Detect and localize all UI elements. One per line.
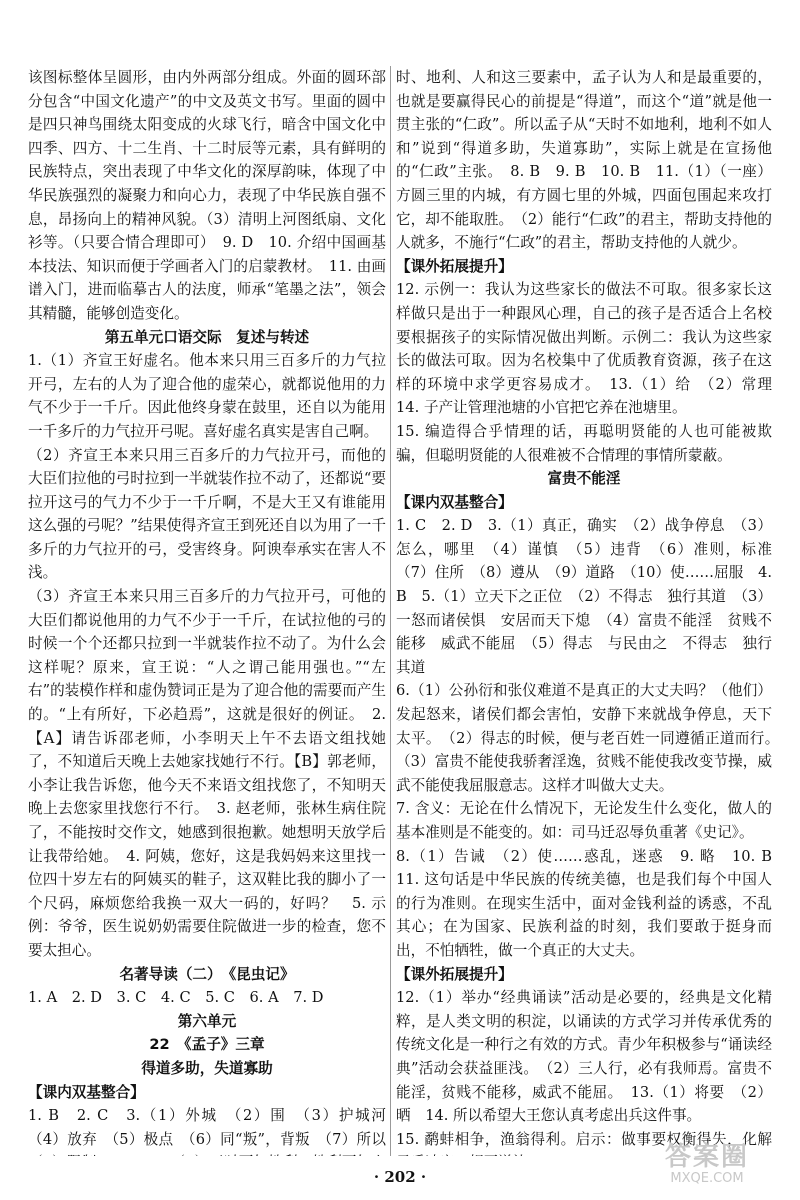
paragraph: （3）齐宣王本来只用三百多斤的力气拉开弓，可他的大臣们都说他用的力气不少于一千斤，在试拉他的弓的时候一个个还都只拉到一半就装作拉不动了。为什么会这样呢？原来，宣王说：“人之谓己能用强也。”“左右”的装模作样和虚伪赞词正是为了迎合他的需要而产生的。“上有所好，下必趋焉”，这就是很好的例证。 2.【A】请告诉邵老师，小李明天上午不去语文组找她了，不知道后天晚上去她家找她行不行。【B】郭老师，小李让我告诉您，他今天不来语文组找您了，不知明天晚上去您家里找您行不行。 3. 赵老师，张林生病住院了，不能按时交作文，她感到很抱歉。她想明天放学后让我带给她。 4. 阿姨，您好，这是我妈妈来这里找一位四十岁左右的阿姨买的鞋子，这双鞋比我的脚小了一个尺码，麻烦您给我换一双大一码的，好吗？ 5. 示例：爷爷，医生说奶奶需要住院做进一步的检查，您不要太担心。: [28, 588, 386, 959]
paragraph: 15. 编造得合乎情理的话，再聪明贤能的人也可能被欺骗，但聪明贤能的人很难被不合情理的事情所蒙蔽。: [396, 422, 772, 464]
lesson-heading: 22 《孟子》三章: [149, 1036, 265, 1054]
paragraph: 8.（1）告诫 （2）使……惑乱，迷惑 9. 略 10. B 11. 这句话是中华民族的传统美德，也是我们每个中国人的行为准则。在现实生活中，面对金钱利益的诱惑，不乱其心；在为国家、民族利益的时刻，我们要敢于挺身而出，不怕牺牲，做一个真正的大丈夫。: [396, 847, 772, 959]
section-heading: 第五单元口语交际 复述与转述: [104, 328, 310, 346]
section-tag: 【课外拓展提升】: [396, 257, 513, 275]
paragraph: 12.（1）举办“经典诵读”活动是必要的，经典是文化精粹，是人类文明的积淀，以诵读的方式学习并传承优秀的传统文化是一种行之有效的方式。青少年积极参与“诵读经典”活动会获益匪浅。 （2）三人行，必有我师焉。富贵不能淫，贫贱不能移，威武不能屈。 13.（1）将要 （2）晒 14. 所以希望大王您认真考虑出兵这件事。: [396, 989, 772, 1125]
paragraph: 6.（1）公孙衍和张仪难道不是真正的大丈夫吗？（他们）发起怒来，诸侯们都会害怕，安静下来就战争停息，天下太平。 （2）得志的时候，便与老百姓一同遵循正道而行。 （3）富贵不能使我骄奢淫逸，贫贱不能使我改变节操，威武不能使我屈服意志。这样才叫做大丈夫。: [396, 682, 772, 794]
section-heading: 富贵不能淫: [547, 470, 621, 488]
paragraph: 该图标整体呈圆形，由内外两部分组成。外面的圆环部分包含“中国文化遗产”的中文及英文书写。里面的圆中是四只神鸟围绕太阳变成的火球飞行，暗含中国文化中四季、四方、十二生肖、十二时辰等元素，具有鲜明的民族特点，突出表现了中华文化的深厚韵味，体现了中华民族强烈的凝聚力和向心力，表现了中华民族自强不息，昂扬向上的精神风貌。（3）清明上河图纸扇、文化衫等。（只要合情合理即可） 9. D 10. 介绍中国画基本技法、知识而便于学画者入门的启蒙教材。 11. 由画谱入门，进而临摹古人的法度，师承“笔墨之法”，领会其精髓，能够创造变化。: [28, 69, 386, 322]
section-tag: 【课内双基整合】: [396, 493, 513, 511]
paragraph: 1. C 2. D 3.（1）真正，确实 （2）战争停息 （3）怎么，哪里 （4）谨慎 （5）违背 （6）准则，标准 （7）住所 （8）遵从 （9）道路 （10）使……屈服 4. B 5.（1）立天下之正位 （2）不得志 独行其道 （3）一怒而诸侯惧 安居而天下熄 （4）富贵不能淫 贫贱不能移 威武不能屈 （5）得志 与民由之 不得志 独行其道: [396, 517, 772, 676]
paragraph: 12. 示例一：我认为这些家长的做法不可取。很多家长这样做只是出于一种跟风心理，自己的孩子是否适合上名校要根据孩子的实际情况做出判断。示例二：我认为这些家长的做法可取。因为名校集中了优质教育资源，孩子在这样的环境中求学更容易成才。 13.（1）给 （2）常理 14. 子产让管理池塘的小官把它养在池塘里。: [396, 281, 772, 417]
section-heading: 得道多助，失道寡助: [141, 1059, 273, 1077]
watermark-url: MXQE.COM: [670, 1171, 744, 1186]
column-divider: [390, 66, 391, 1156]
watermark-logo: [632, 1142, 782, 1194]
section-heading: 名著导读（二） 《昆虫记》: [119, 965, 295, 983]
section-tag: 【课外拓展提升】: [396, 965, 513, 983]
paragraph: 15. 鹬蚌相争，渔翁得利。启示：做事要权衡得失，化解: [396, 1130, 772, 1148]
paragraph: 1.（1）齐宣王好虚名。他本来只用三百多斤的力气拉开弓，左右的人为了迎合他的虚荣心，就都说他用的力气不少于一千斤。因此他终身蒙在鼓里，还自以为能用一千多斤的力气拉开弓呢。喜好虚名真实是害自己啊。: [28, 352, 386, 440]
unit-heading: 第六单元: [177, 1012, 237, 1030]
paragraph: 1. B 2. C 3.（1）外城 （2）围 （3）护城河 （4）放弃 （5）极点 （6）同“叛”，背叛 （7）所以: [28, 1107, 386, 1148]
paragraph: 时、地利、人和这三要素中，孟子认为人和是最重要的，也就是要赢得民心的前提是“得道”，而这个“道”就是他一贯主张的“仁政”。所以孟子从“天时不如地利，地利不如人和”说到“得道多助，失道寡助”，实际上就是在宣扬他的“仁政”主张。 8. B 9. B 10. B 11.（1）（一座）方圆三里的内城，有方圆七里的外城，四面包围起来攻打它，却不能取胜。 （2）能行“仁政”的君主，帮助支持他的人就多，不施行“仁政”的君主，帮助支持他的人就少。: [396, 69, 772, 252]
paragraph: 7. 含义：无论在什么情况下，无论发生什么变化，做人的基本准则是不能变的。如：司马迁忍辱负重著《史记》。: [396, 800, 772, 841]
page-number: · 202 ·: [373, 1168, 427, 1186]
section-tag: 【课内双基整合】: [28, 1083, 145, 1101]
paragraph: （2）齐宣王本来只用三百多斤的力气拉开弓，而他的大臣们拉他的弓时拉到一半就装作拉不动了，还都说“要拉开这弓的气力不少于一千斤啊，不是大王又有谁能用这么强的弓呢？”结果使得齐宣王到死还自以为用了一千多斤的力气拉开的弓，受害终身。阿谀奉承实在害人不浅。: [28, 446, 386, 582]
page: [28, 66, 772, 1156]
left-column: [28, 66, 386, 1156]
paragraph: 1. A 2. D 3. C 4. C 5. C 6. A 7. D: [28, 989, 324, 1007]
right-column: [396, 66, 772, 1156]
watermark-text: 答案圈: [664, 1142, 749, 1172]
